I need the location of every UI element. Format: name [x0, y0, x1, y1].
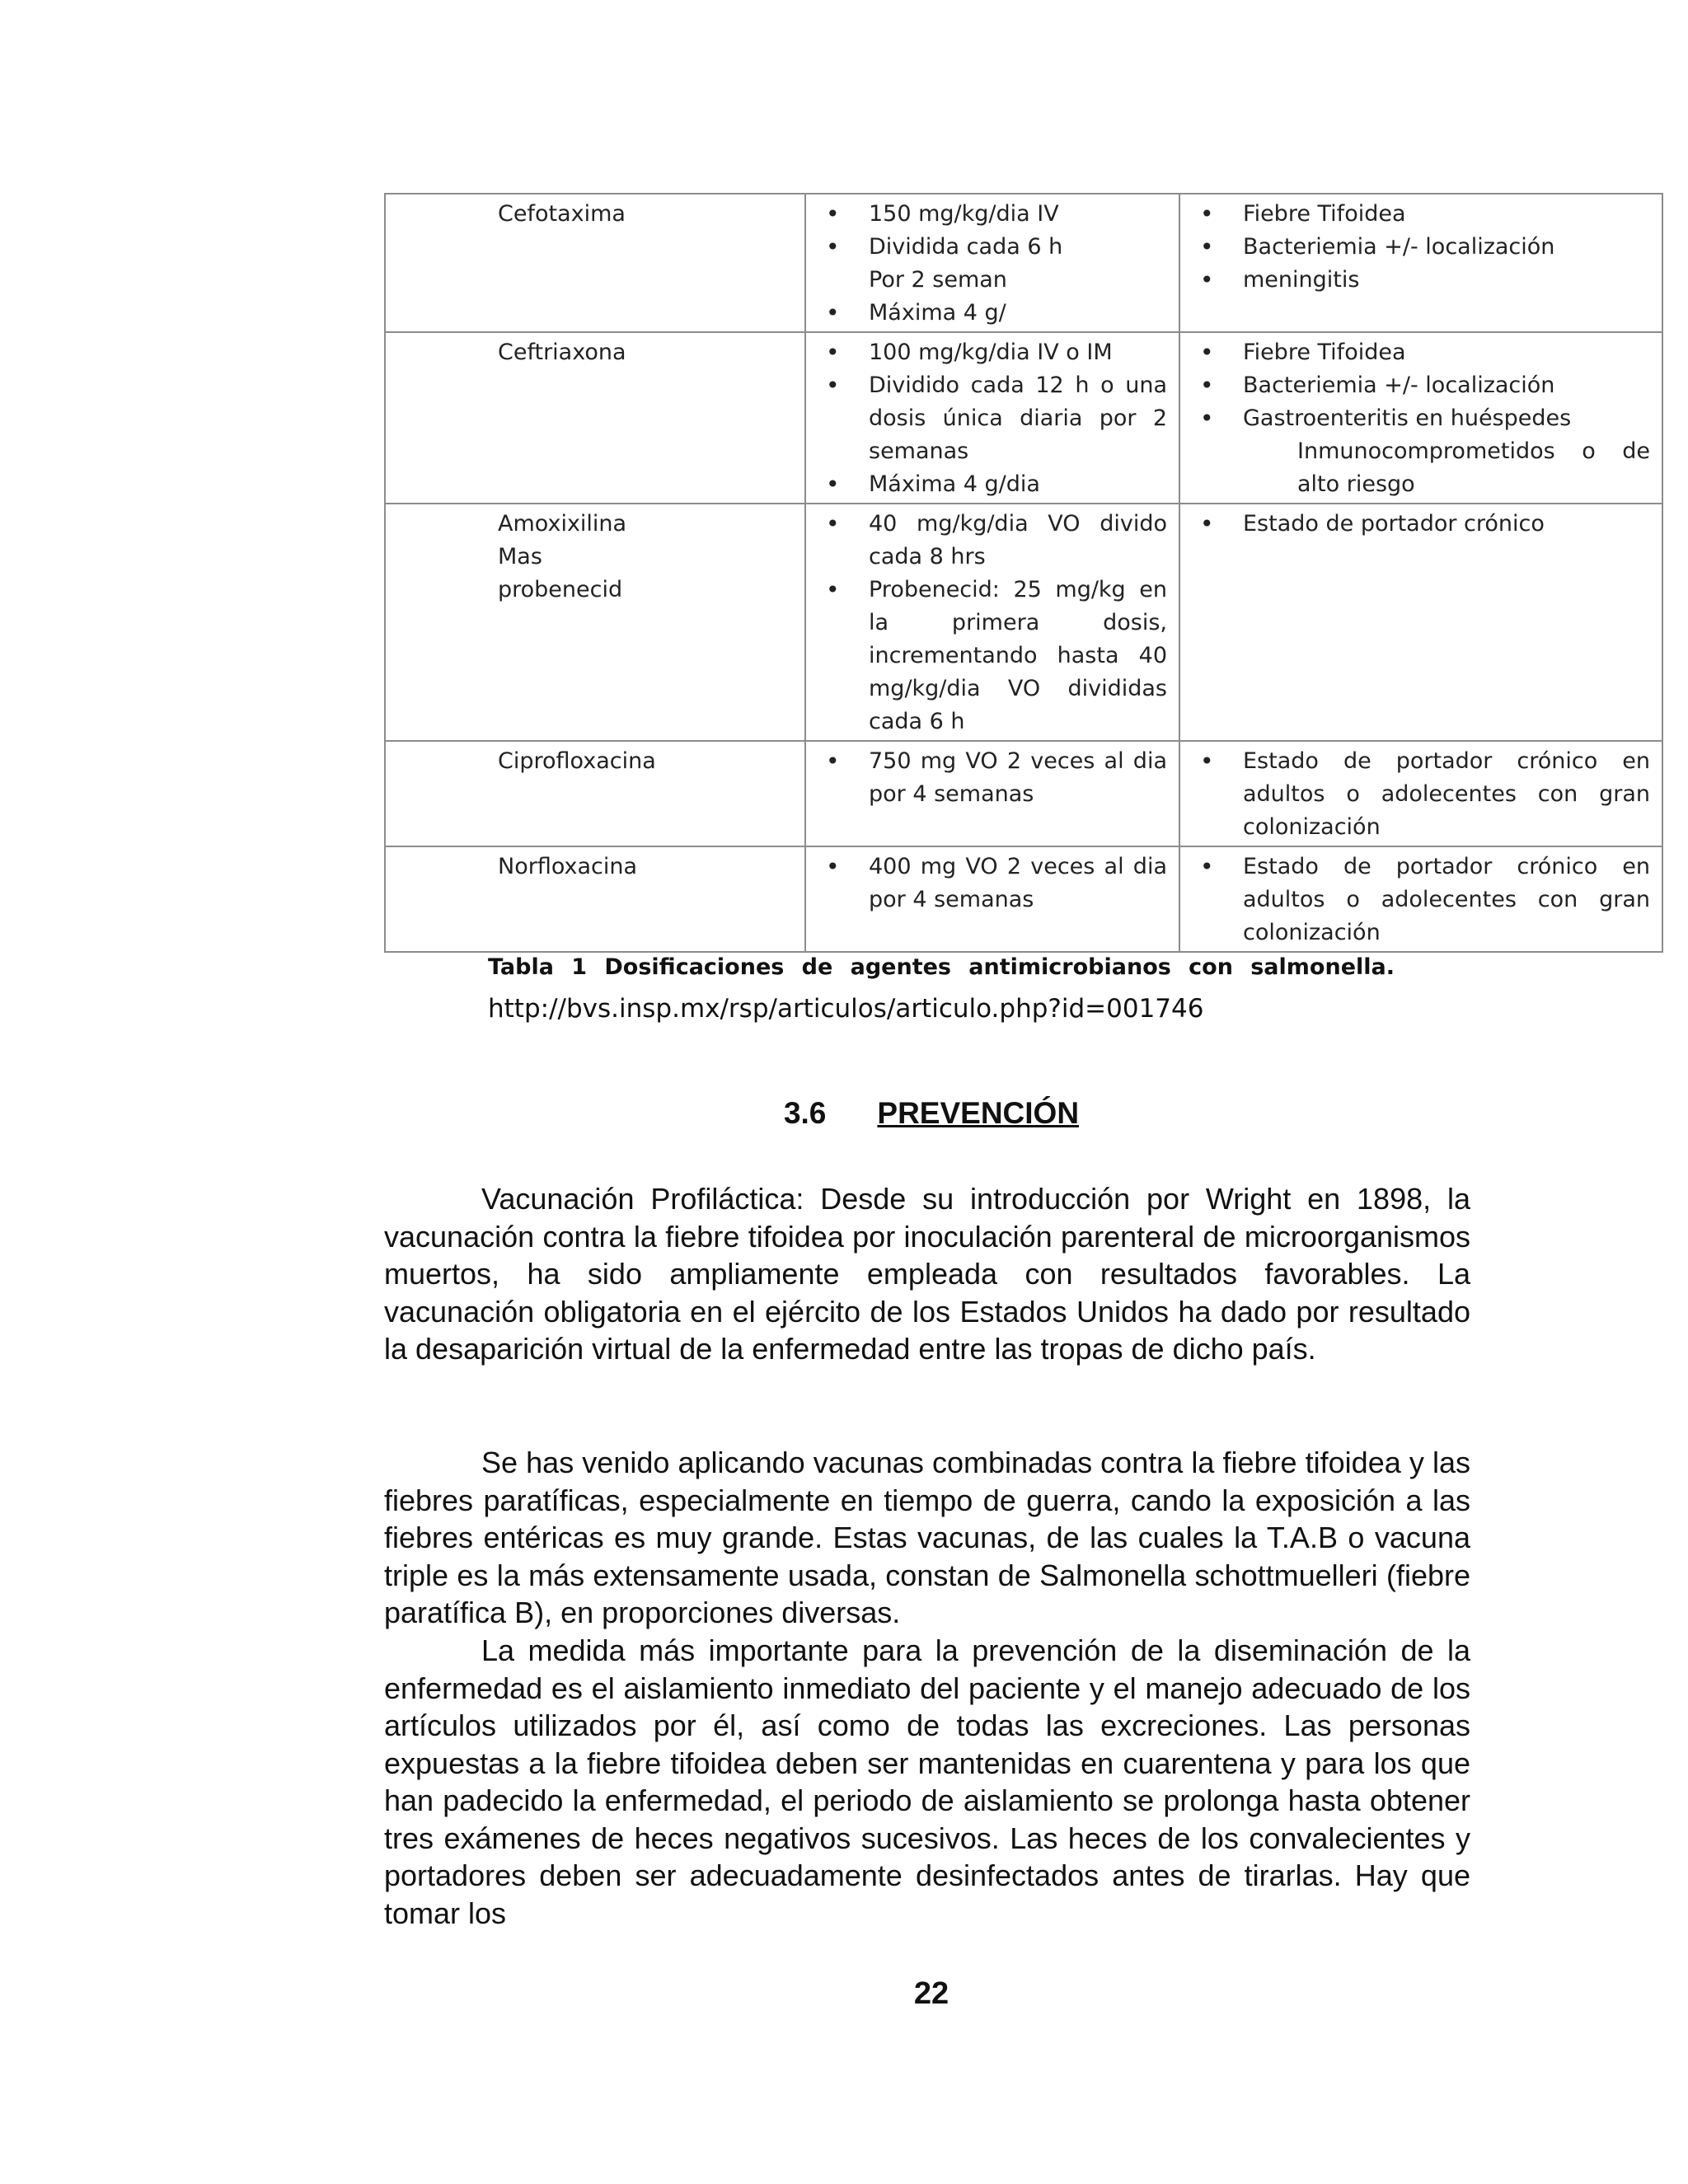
indication-continuation: Inmunocomprometidos o de alto riesgo [1297, 438, 1650, 497]
drug-name-cell [385, 504, 805, 741]
dosage-table-body [385, 194, 1662, 952]
paragraph-vaccination [384, 1180, 1470, 1368]
section-heading [0, 1096, 1688, 1131]
drug-name: Norfloxacina [498, 854, 638, 879]
dosage-cell [805, 504, 1179, 741]
dosage-table-container [384, 193, 1650, 953]
dosage-item: • Dividido cada 12 h o una dosis única diaria por 2 semanas [818, 369, 1167, 468]
dosage-cell [805, 194, 1179, 332]
indication-item: • Bacteriemia +/- localización [1192, 231, 1650, 264]
drug-name-cell [385, 741, 805, 846]
paragraph-text: La medida más importante para la prevención de la diseminación de la enfermedad es el aislamiento inmediato del paciente y el manejo adecuado de los artículos utilizados por él, así como de todas las excreciones. Las personas expuestas a la fiebre tifoidea deben ser mantenidas en cuarentena y para los que han padecido la enfermedad, el periodo de aislamiento se prolonga hasta obtener tres exámenes de heces negativos sucesivos. Las heces de los convalecientes y portadores deben ser adecuadamente desinfectados antes de tirarlas. Hay que tomar los [384, 1633, 1470, 1930]
dosage-list [818, 745, 1167, 811]
dosage-item: • Máxima 4 g/ [818, 297, 1167, 330]
dosage-item: • 150 mg/kg/dia IV [818, 198, 1167, 231]
dosage-item: • 40 mg/kg/dia VO divido cada 8 hrs [818, 508, 1167, 574]
drug-name-cell [385, 846, 805, 952]
drug-name: Ceftriaxona [498, 340, 626, 365]
indication-item: • Fiebre Tifoidea [1192, 198, 1650, 231]
indication-list [1192, 851, 1650, 949]
table-caption: Tabla 1 Dosificaciones de agentes antimicrobianos con salmonella. [488, 954, 1395, 980]
indication-item: • meningitis [1192, 264, 1650, 297]
indication-cell [1179, 332, 1662, 504]
table-row [385, 846, 1662, 952]
paragraph-text: Se has venido aplicando vacunas combinadas contra la fiebre tifoidea y las fiebres paratíficas, especialmente en tiempo de guerra, cando la exposición a las fiebres entéricas es muy grande. Estas vacunas, de las cuales la T.A.B o vacuna triple es la más extensamente usada, constan de Salmonella schottmuelleri (fiebre paratífica B), en proporciones diversas. [384, 1446, 1470, 1629]
indication-list [1192, 745, 1650, 844]
dosage-cell [805, 846, 1179, 952]
dosage-list [818, 851, 1167, 916]
dosage-cell [805, 741, 1179, 846]
indication-cell [1179, 846, 1662, 952]
section-title: PREVENCIÓN [877, 1096, 1080, 1130]
table-row [385, 332, 1662, 504]
indication-item: • Estado de portador crónico en adultos o adolecentes con gran colonización [1192, 851, 1650, 949]
section-number: 3.6 [783, 1096, 827, 1130]
drug-name: Amoxixilina Mas probenecid [498, 511, 627, 602]
dosage-cell [805, 332, 1179, 504]
dosage-item: • Probenecid: 25 mg/kg en la primera dosis, incrementando hasta 40 mg/kg/dia VO divididas cada 6 h [818, 574, 1167, 738]
table-row [385, 741, 1662, 846]
page-number: 22 [913, 1976, 950, 2011]
dosage-item: • 100 mg/kg/dia IV o IM [818, 336, 1167, 369]
indication-cell [1179, 741, 1662, 846]
indication-cell [1179, 504, 1662, 741]
indication-item: • Fiebre Tifoidea [1192, 336, 1650, 369]
drug-name-cell [385, 194, 805, 332]
drug-name-cell [385, 332, 805, 504]
dosage-item: • Dividida cada 6 h Por 2 seman [818, 231, 1167, 297]
table-row [385, 194, 1662, 332]
indication-item: • Estado de portador crónico en adultos o adolecentes con gran colonización [1192, 745, 1650, 844]
indication-list [1192, 198, 1650, 297]
drug-name: Ciprofloxacina [498, 748, 656, 774]
indication-item: • Estado de portador crónico [1192, 508, 1650, 541]
drug-name: Cefotaxima [498, 201, 626, 227]
dosage-list [818, 508, 1167, 738]
dosage-item: • 400 mg VO 2 veces al dia por 4 semanas [818, 851, 1167, 916]
dosage-item: • 750 mg VO 2 veces al dia por 4 semanas [818, 745, 1167, 811]
indication-cell [1179, 194, 1662, 332]
table-source-url: http://bvs.insp.mx/rsp/articulos/articulo.php?id=001746 [488, 994, 1204, 1024]
dosage-table [384, 193, 1663, 953]
paragraph-text: Vacunación Profiláctica: Desde su introducción por Wright en 1898, la vacunación contra la fiebre tifoidea por inoculación parenteral de microorganismos muertos, ha sido ampliamente empleada con resultados favorables. La vacunación obligatoria en el ejército de los Estados Unidos ha dado por resultado la desaparición virtual de la enfermedad entre las tropas de dicho país. [384, 1182, 1470, 1366]
table-row [385, 504, 1662, 741]
indication-list [1192, 336, 1650, 435]
dosage-list [818, 336, 1167, 501]
indication-list [1192, 508, 1650, 541]
paragraph-isolation [384, 1632, 1470, 1932]
indication-item: • Bacteriemia +/- localización [1192, 369, 1650, 402]
indication-item: • Gastroenteritis en huéspedes [1192, 402, 1650, 435]
dosage-item: • Máxima 4 g/dia [818, 468, 1167, 501]
dosage-list [818, 198, 1167, 330]
paragraph-combined-vaccines [384, 1444, 1470, 1632]
